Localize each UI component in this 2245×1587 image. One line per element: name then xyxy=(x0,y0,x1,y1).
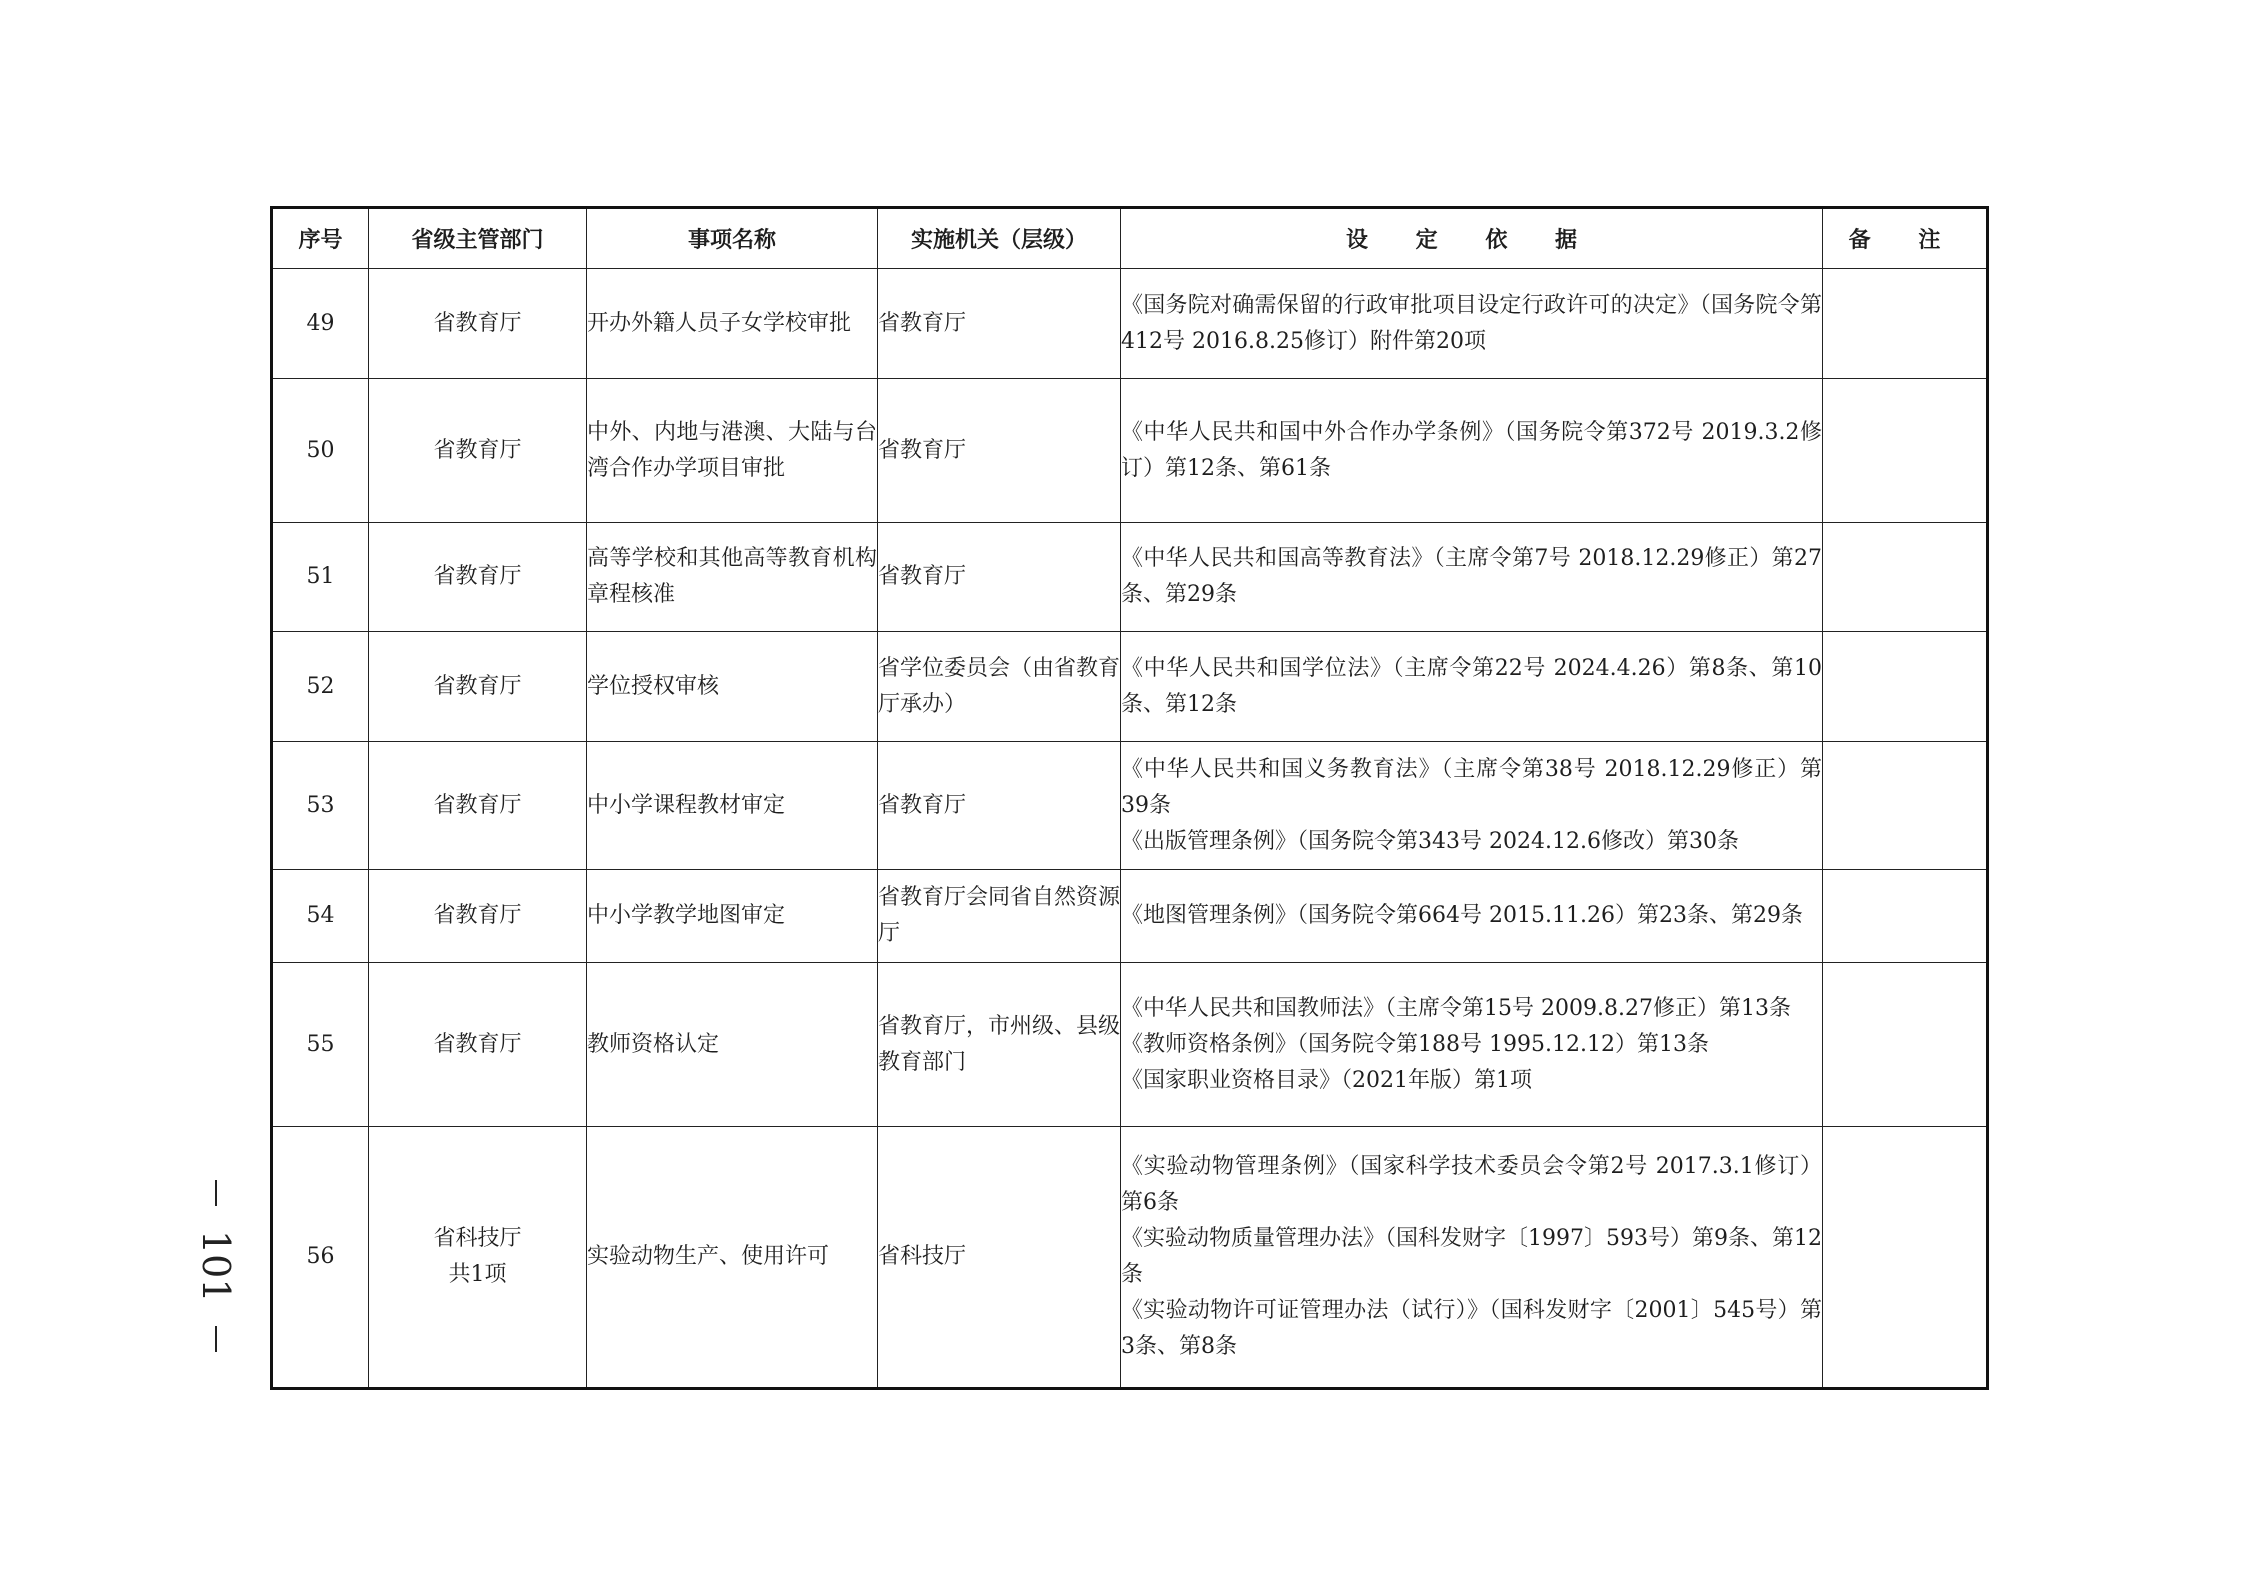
cell-dept xyxy=(369,269,587,379)
cell-note xyxy=(1823,269,1988,379)
dept-line: 省教育厅 xyxy=(433,564,522,589)
header-basis: 设 定 依 据 xyxy=(1121,208,1823,269)
dept-line: 省教育厅 xyxy=(433,310,522,336)
table-row xyxy=(272,1127,1988,1389)
dept-line: 省教育厅 xyxy=(433,673,522,699)
cell-basis xyxy=(1121,742,1823,870)
cell-item: 中小学课程教材审定 xyxy=(587,742,878,870)
cell-item: 学位授权审核 xyxy=(587,632,878,742)
cell-no: 51 xyxy=(272,523,369,632)
dept-line: 省教育厅 xyxy=(433,792,522,818)
cell-note xyxy=(1823,870,1988,963)
cell-basis xyxy=(1121,269,1823,379)
cell-no: 54 xyxy=(272,870,369,963)
cell-basis xyxy=(1121,963,1823,1127)
table-row xyxy=(272,269,1988,379)
table-row xyxy=(272,523,1988,632)
cell-dept xyxy=(369,870,587,963)
dept-line: 省教育厅 xyxy=(433,903,522,928)
dept-line: 省教育厅 xyxy=(433,437,522,463)
cell-item: 高等学校和其他高等教育机构章程核准 xyxy=(587,523,878,632)
cell-no: 53 xyxy=(272,742,369,870)
basis-line: 《国家职业资格目录》（2021年版）第1项 xyxy=(1121,1067,1532,1093)
cell-no: 52 xyxy=(272,632,369,742)
cell-note xyxy=(1823,742,1988,870)
cell-org: 省教育厅 xyxy=(878,269,1121,379)
basis-line: 《中华人民共和国高等教育法》（主席令第7号 2018.12.29修正）第27条、第29条 xyxy=(1121,546,1822,607)
cell-org: 省教育厅 xyxy=(878,523,1121,632)
table-header-row xyxy=(272,208,1988,269)
basis-line: 《实验动物质量管理办法》（国科发财字〔1997〕593号）第9条、第12条 xyxy=(1121,1226,1822,1287)
dept-line: 省科技厅 xyxy=(433,1226,522,1251)
header-item: 事项名称 xyxy=(587,208,878,269)
cell-note xyxy=(1823,523,1988,632)
cell-dept xyxy=(369,379,587,523)
table-row xyxy=(272,963,1988,1127)
cell-no: 50 xyxy=(272,379,369,523)
table-row xyxy=(272,379,1988,523)
cell-basis xyxy=(1121,632,1823,742)
basis-line: 《中华人民共和国教师法》（主席令第15号 2009.8.27修正）第13条 xyxy=(1121,995,1791,1021)
header-org: 实施机关（层级） xyxy=(878,208,1121,269)
page-number-text: 101 xyxy=(194,1229,238,1303)
permit-table xyxy=(270,206,1989,1390)
basis-line: 《中华人民共和国学位法》（主席令第22号 2024.4.26）第8条、第10条、第12条 xyxy=(1121,655,1822,717)
table-row xyxy=(272,870,1988,963)
cell-basis xyxy=(1121,870,1823,963)
header-dept: 省级主管部门 xyxy=(369,208,587,269)
cell-org: 省教育厅会同省自然资源厅 xyxy=(878,870,1121,963)
cell-org: 省教育厅 xyxy=(878,379,1121,523)
cell-dept xyxy=(369,632,587,742)
cell-item: 中外、内地与港澳、大陆与台湾合作办学项目审批 xyxy=(587,379,878,523)
cell-no: 55 xyxy=(272,963,369,1127)
cell-item: 实验动物生产、使用许可 xyxy=(587,1127,878,1389)
basis-line: 《中华人民共和国中外合作办学条例》（国务院令第372号 2019.3.2修订）第12条、第61条 xyxy=(1121,419,1822,481)
page-number xyxy=(194,1180,238,1352)
basis-line: 《国务院对确需保留的行政审批项目设定行政许可的决定》（国务院令第412号 2016.8.25修订）附件第20项 xyxy=(1121,292,1822,354)
cell-no: 49 xyxy=(272,269,369,379)
page-number-dash-bottom xyxy=(215,1326,217,1352)
dept-line: 省教育厅 xyxy=(433,1031,522,1057)
cell-dept xyxy=(369,963,587,1127)
basis-line: 《实验动物许可证管理办法（试行）》（国科发财字〔2001〕545号）第3条、第8条 xyxy=(1121,1298,1822,1359)
basis-line: 《实验动物管理条例》（国家科学技术委员会令第2号 2017.3.1修订）第6条 xyxy=(1121,1154,1822,1215)
header-no: 序号 xyxy=(272,208,369,269)
basis-line: 《中华人民共和国义务教育法》（主席令第38号 2018.12.29修正）第39条 xyxy=(1121,756,1822,818)
cell-note xyxy=(1823,632,1988,742)
cell-item: 教师资格认定 xyxy=(587,963,878,1127)
cell-note xyxy=(1823,963,1988,1127)
cell-dept xyxy=(369,523,587,632)
cell-org: 省教育厅 xyxy=(878,742,1121,870)
cell-basis xyxy=(1121,1127,1823,1389)
cell-note xyxy=(1823,379,1988,523)
cell-basis xyxy=(1121,379,1823,523)
table-row xyxy=(272,742,1988,870)
cell-org: 省教育厅，市州级、县级教育部门 xyxy=(878,963,1121,1127)
cell-dept xyxy=(369,1127,587,1389)
cell-note xyxy=(1823,1127,1988,1389)
dept-count: 共1项 xyxy=(448,1262,507,1287)
cell-dept xyxy=(369,742,587,870)
page-number-dash-top xyxy=(215,1180,217,1206)
cell-item: 开办外籍人员子女学校审批 xyxy=(587,269,878,379)
table-row xyxy=(272,632,1988,742)
cell-item: 中小学教学地图审定 xyxy=(587,870,878,963)
cell-org: 省科技厅 xyxy=(878,1127,1121,1389)
cell-no: 56 xyxy=(272,1127,369,1389)
cell-basis xyxy=(1121,523,1823,632)
cell-org: 省学位委员会（由省教育厅承办） xyxy=(878,632,1121,742)
header-note: 备 注 xyxy=(1823,208,1988,269)
basis-line: 《地图管理条例》（国务院令第664号 2015.11.26）第23条、第29条 xyxy=(1121,903,1803,928)
basis-line: 《出版管理条例》（国务院令第343号 2024.12.6修改）第30条 xyxy=(1121,828,1739,854)
basis-line: 《教师资格条例》（国务院令第188号 1995.12.12）第13条 xyxy=(1121,1031,1709,1057)
